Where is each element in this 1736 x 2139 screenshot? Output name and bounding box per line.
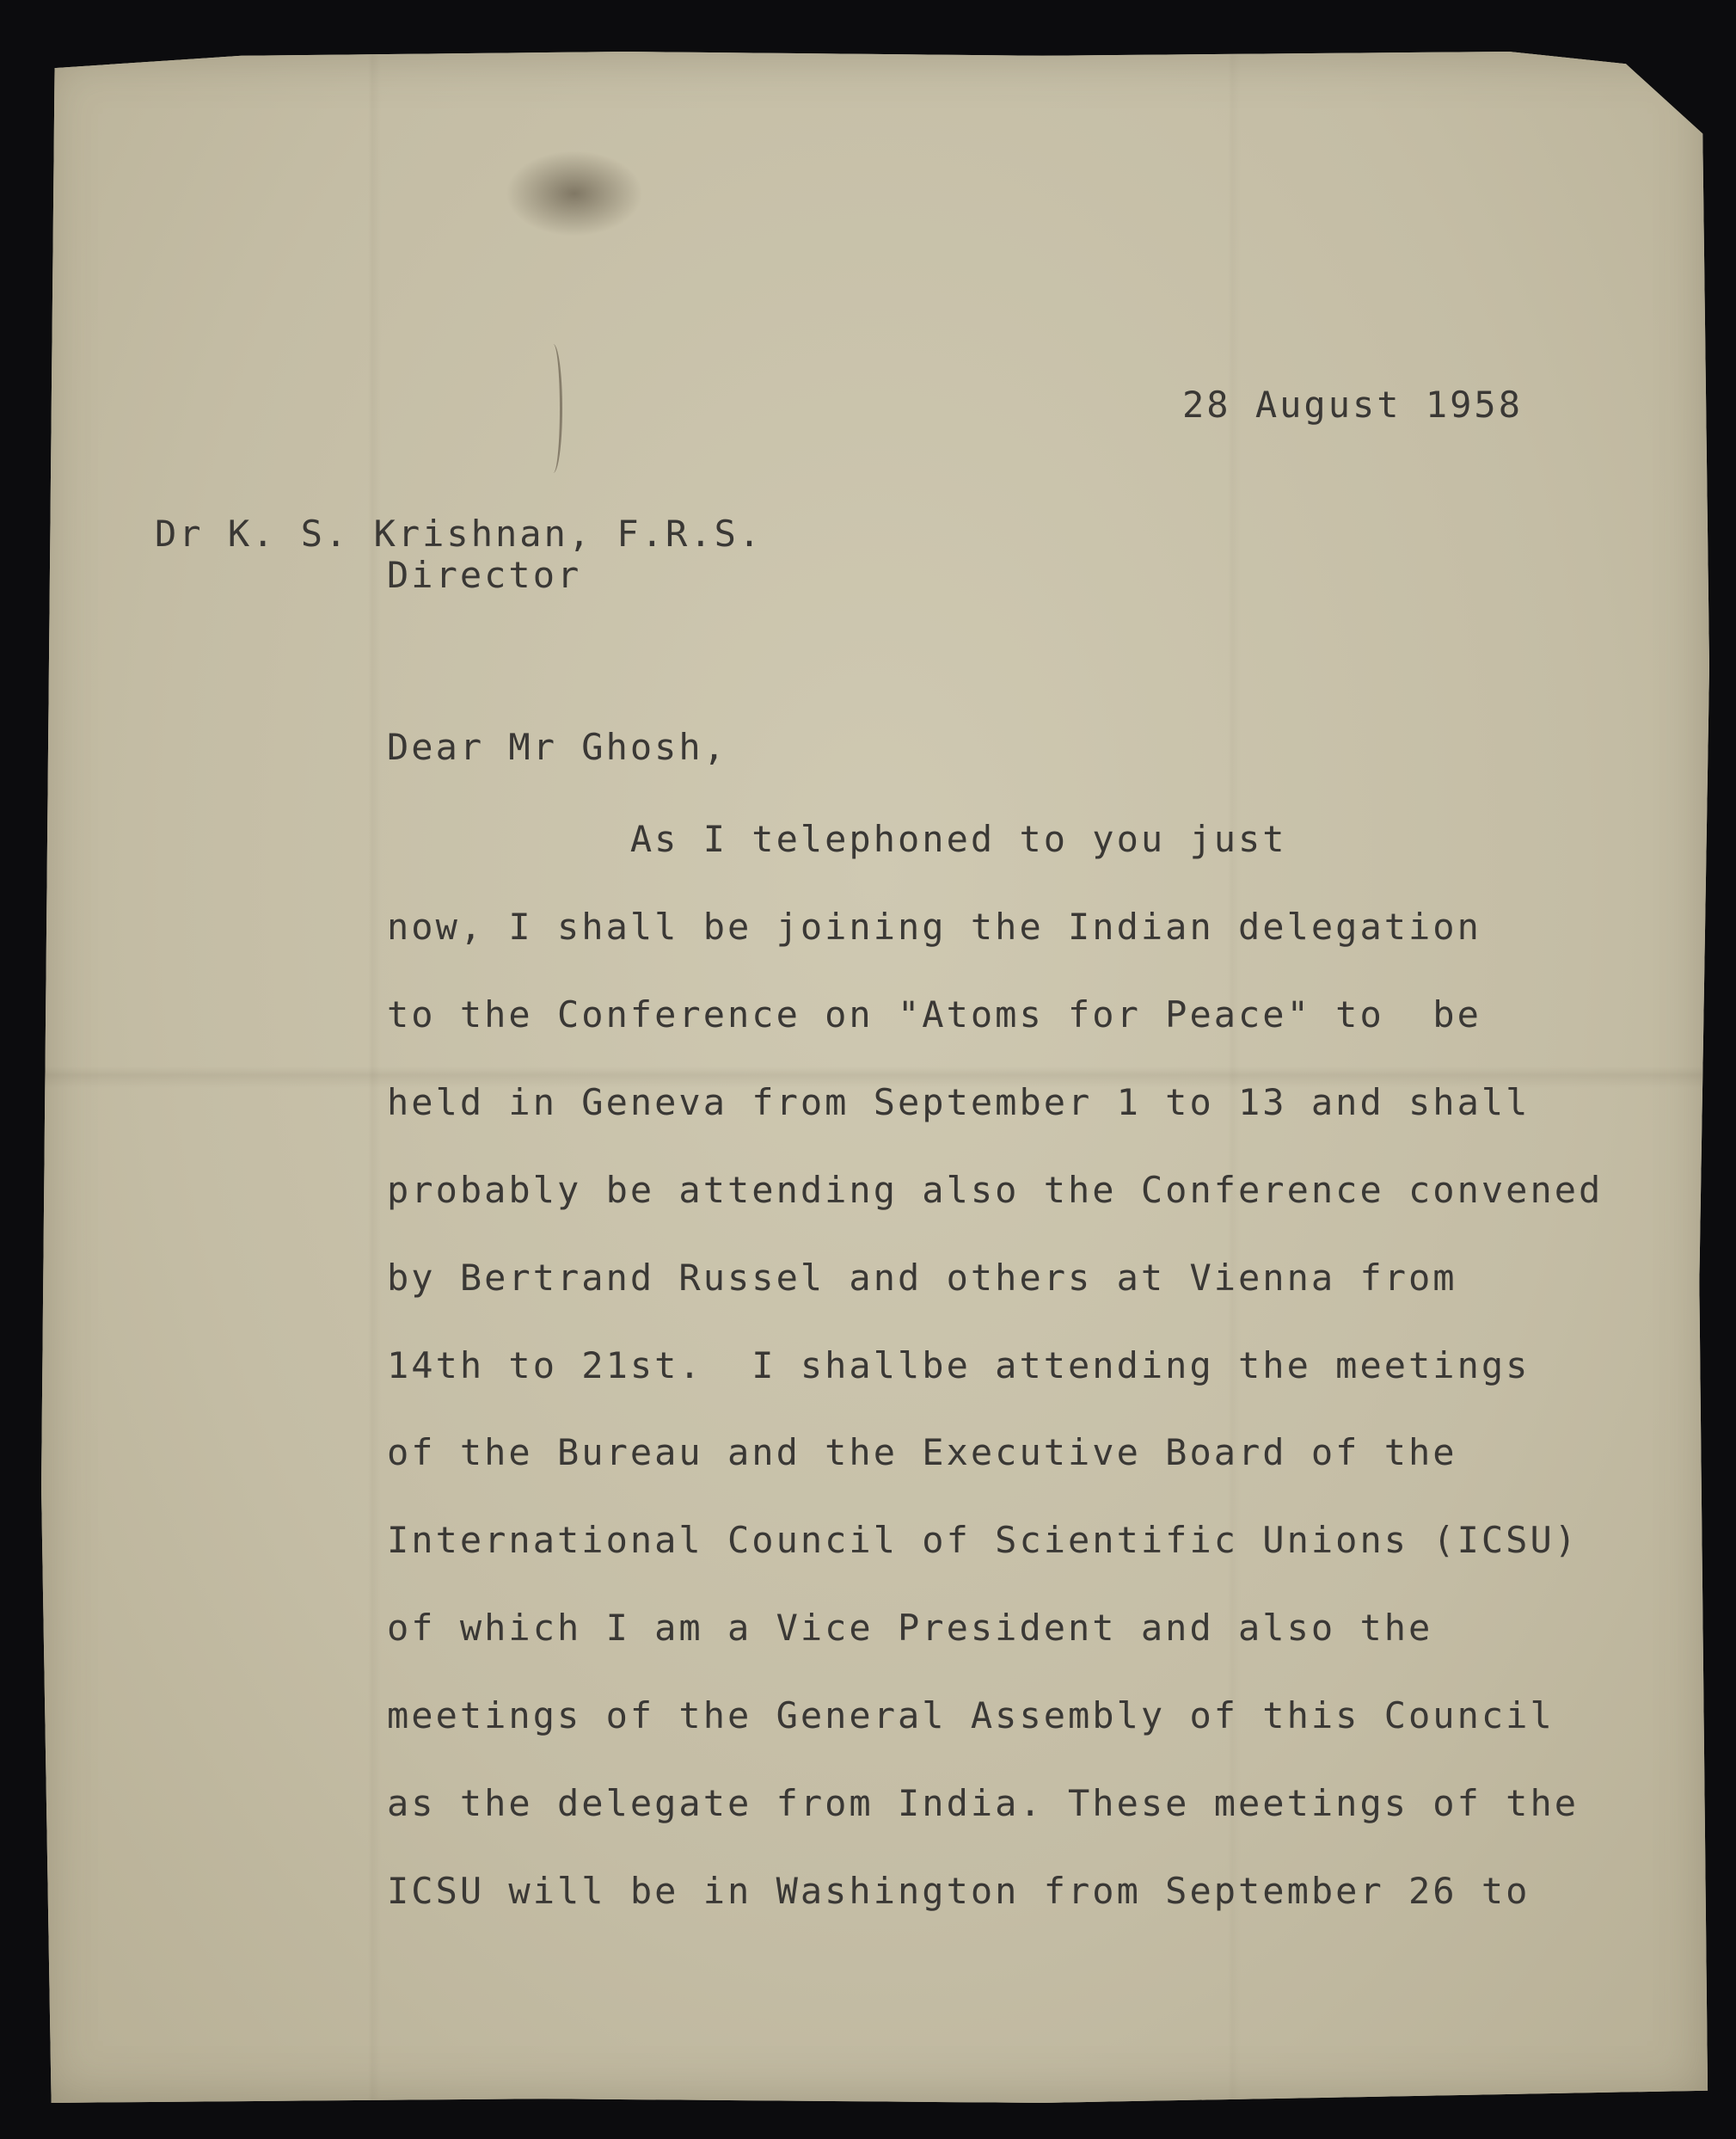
paper-damage-mark <box>506 151 643 237</box>
recipient-name: Dr K. S. Krishnan, F.R.S. <box>155 513 764 555</box>
body-line: held in Geneva from September 1 to 13 and shall <box>387 1081 1531 1123</box>
letter-date: 28 August 1958 <box>1182 384 1524 426</box>
body-line: of which I am a Vice President and also the <box>387 1607 1433 1649</box>
body-line: to the Conference on "Atoms for Peace" to be <box>387 993 1481 1036</box>
recipient-title: Director <box>387 554 582 596</box>
body-line: as the delegate from India. These meetings of the <box>387 1782 1580 1824</box>
body-line: International Council of Scientific Unions (ICSU) <box>387 1519 1580 1561</box>
body-line: meetings of the General Assembly of this Council <box>387 1694 1555 1736</box>
body-line: now, I shall be joining the Indian delegation <box>387 906 1481 948</box>
body-line: by Bertrand Russel and others at Vienna from <box>387 1257 1457 1299</box>
salutation: Dear Mr Ghosh, <box>387 726 728 768</box>
body-line: probably be attending also the Conference convened <box>387 1169 1604 1211</box>
body-line: ICSU will be in Washington from September 26 to <box>387 1870 1531 1912</box>
body-line: As I telephoned to you just <box>387 818 1287 860</box>
body-line: 14th to 21st. I shallbe attending the meetings <box>387 1344 1531 1386</box>
body-line: of the Bureau and the Executive Board of the <box>387 1431 1457 1473</box>
pencil-mark <box>544 344 562 473</box>
